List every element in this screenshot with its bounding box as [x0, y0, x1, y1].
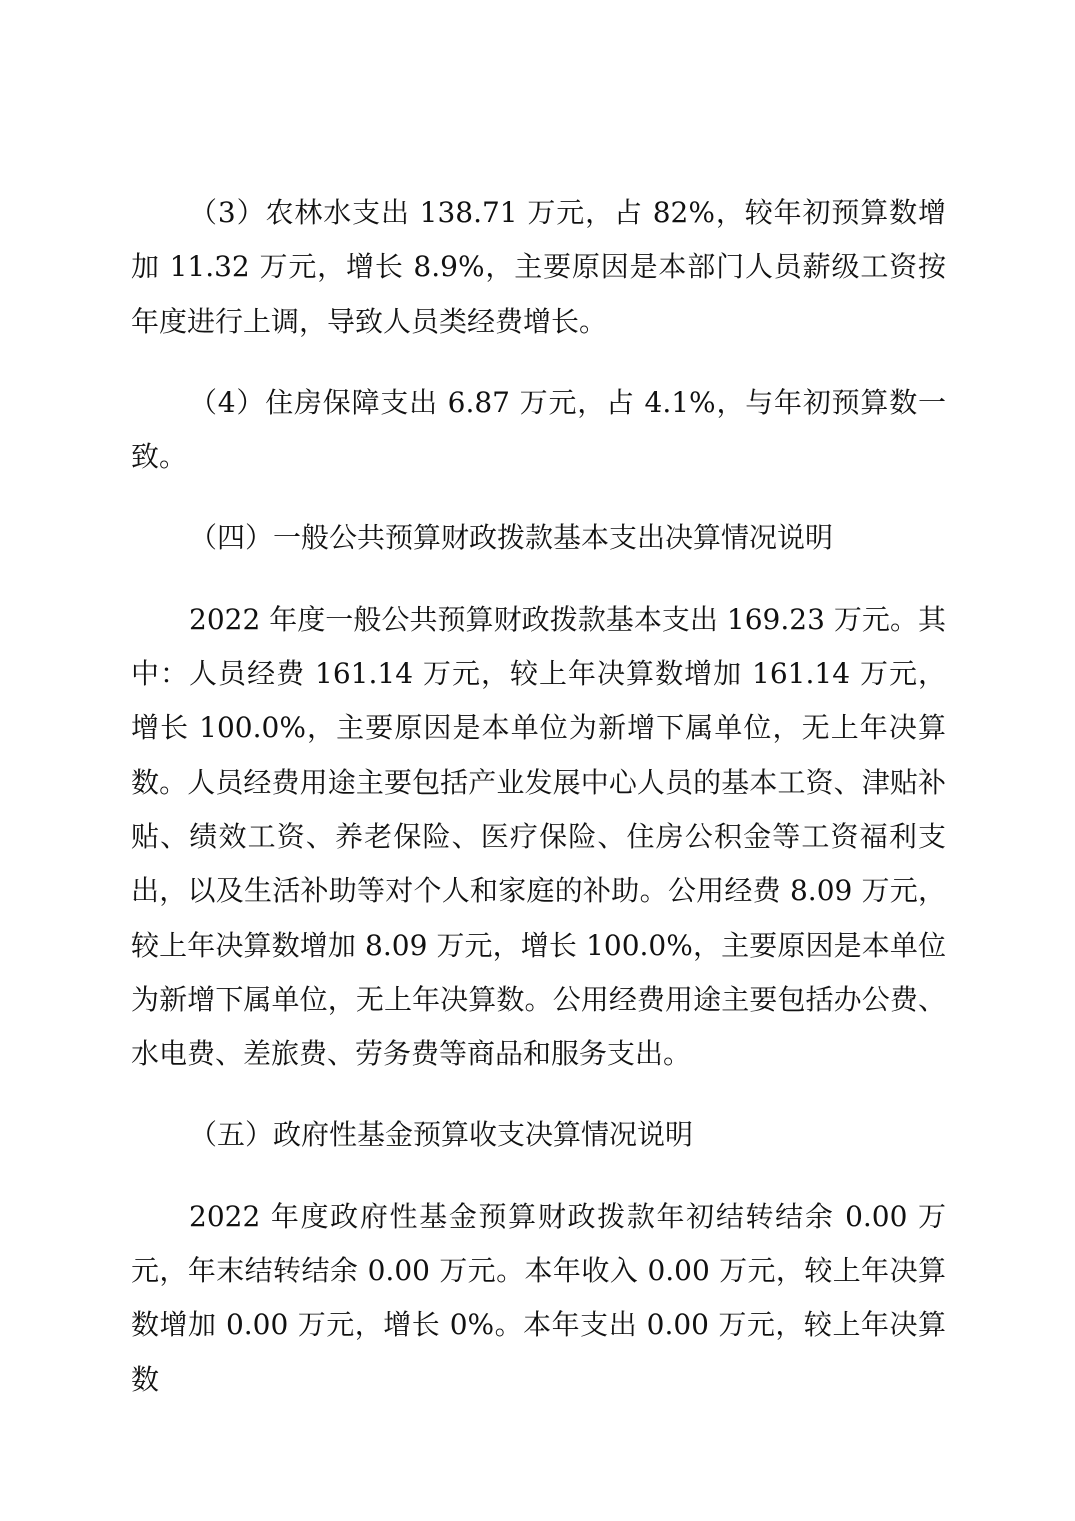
- document-body: [131, 186, 946, 1434]
- section-heading-basic-expenditure: （四）一般公共预算财政拨款基本支出决算情况说明: [189, 521, 834, 555]
- paragraph-government-fund: 2022 年度政府性基金预算财政拨款年初结转结余 0.00 万元，年末结转结余 0.00 万元。本年收入 0.00 万元，较上年决算数增加 0.00 万元，增长 0%。本年支出 0.00 万元，较上年决算数: [131, 1199, 946, 1396]
- paragraph-agriculture-expenditure: （3）农林水支出 138.71 万元，占 82%，较年初预算数增加 11.32 万元，增长 8.9%，主要原因是本部门人员薪级工资按年度进行上调，导致人员类经费增长。: [131, 196, 946, 338]
- section-heading-government-fund: （五）政府性基金预算收支决算情况说明: [189, 1118, 694, 1152]
- paragraph-housing-expenditure: （4）住房保障支出 6.87 万元，占 4.1%，与年初预算数一致。: [131, 385, 946, 474]
- paragraph-basic-expenditure: 2022 年度一般公共预算财政拨款基本支出 169.23 万元。其中：人员经费 161.14 万元，较上年决算数增加 161.14 万元，增长 100.0%，主要原因是本单位为新增下属单位，无上年决算数。人员经费用途主要包括产业发展中心人员的基本工资、津贴补贴、绩效工资、养老保险、医疗保险、住房公积金等工资福利支出，以及生活补助等对个人和家庭的补助。公用经费 8.09 万元，较上年决算数增加 8.09 万元，增长 100.0%，主要原因是本单位为新增下属单位，无上年决算数。公用经费用途主要包括办公费、水电费、差旅费、劳务费等商品和服务支出。: [131, 602, 946, 1071]
